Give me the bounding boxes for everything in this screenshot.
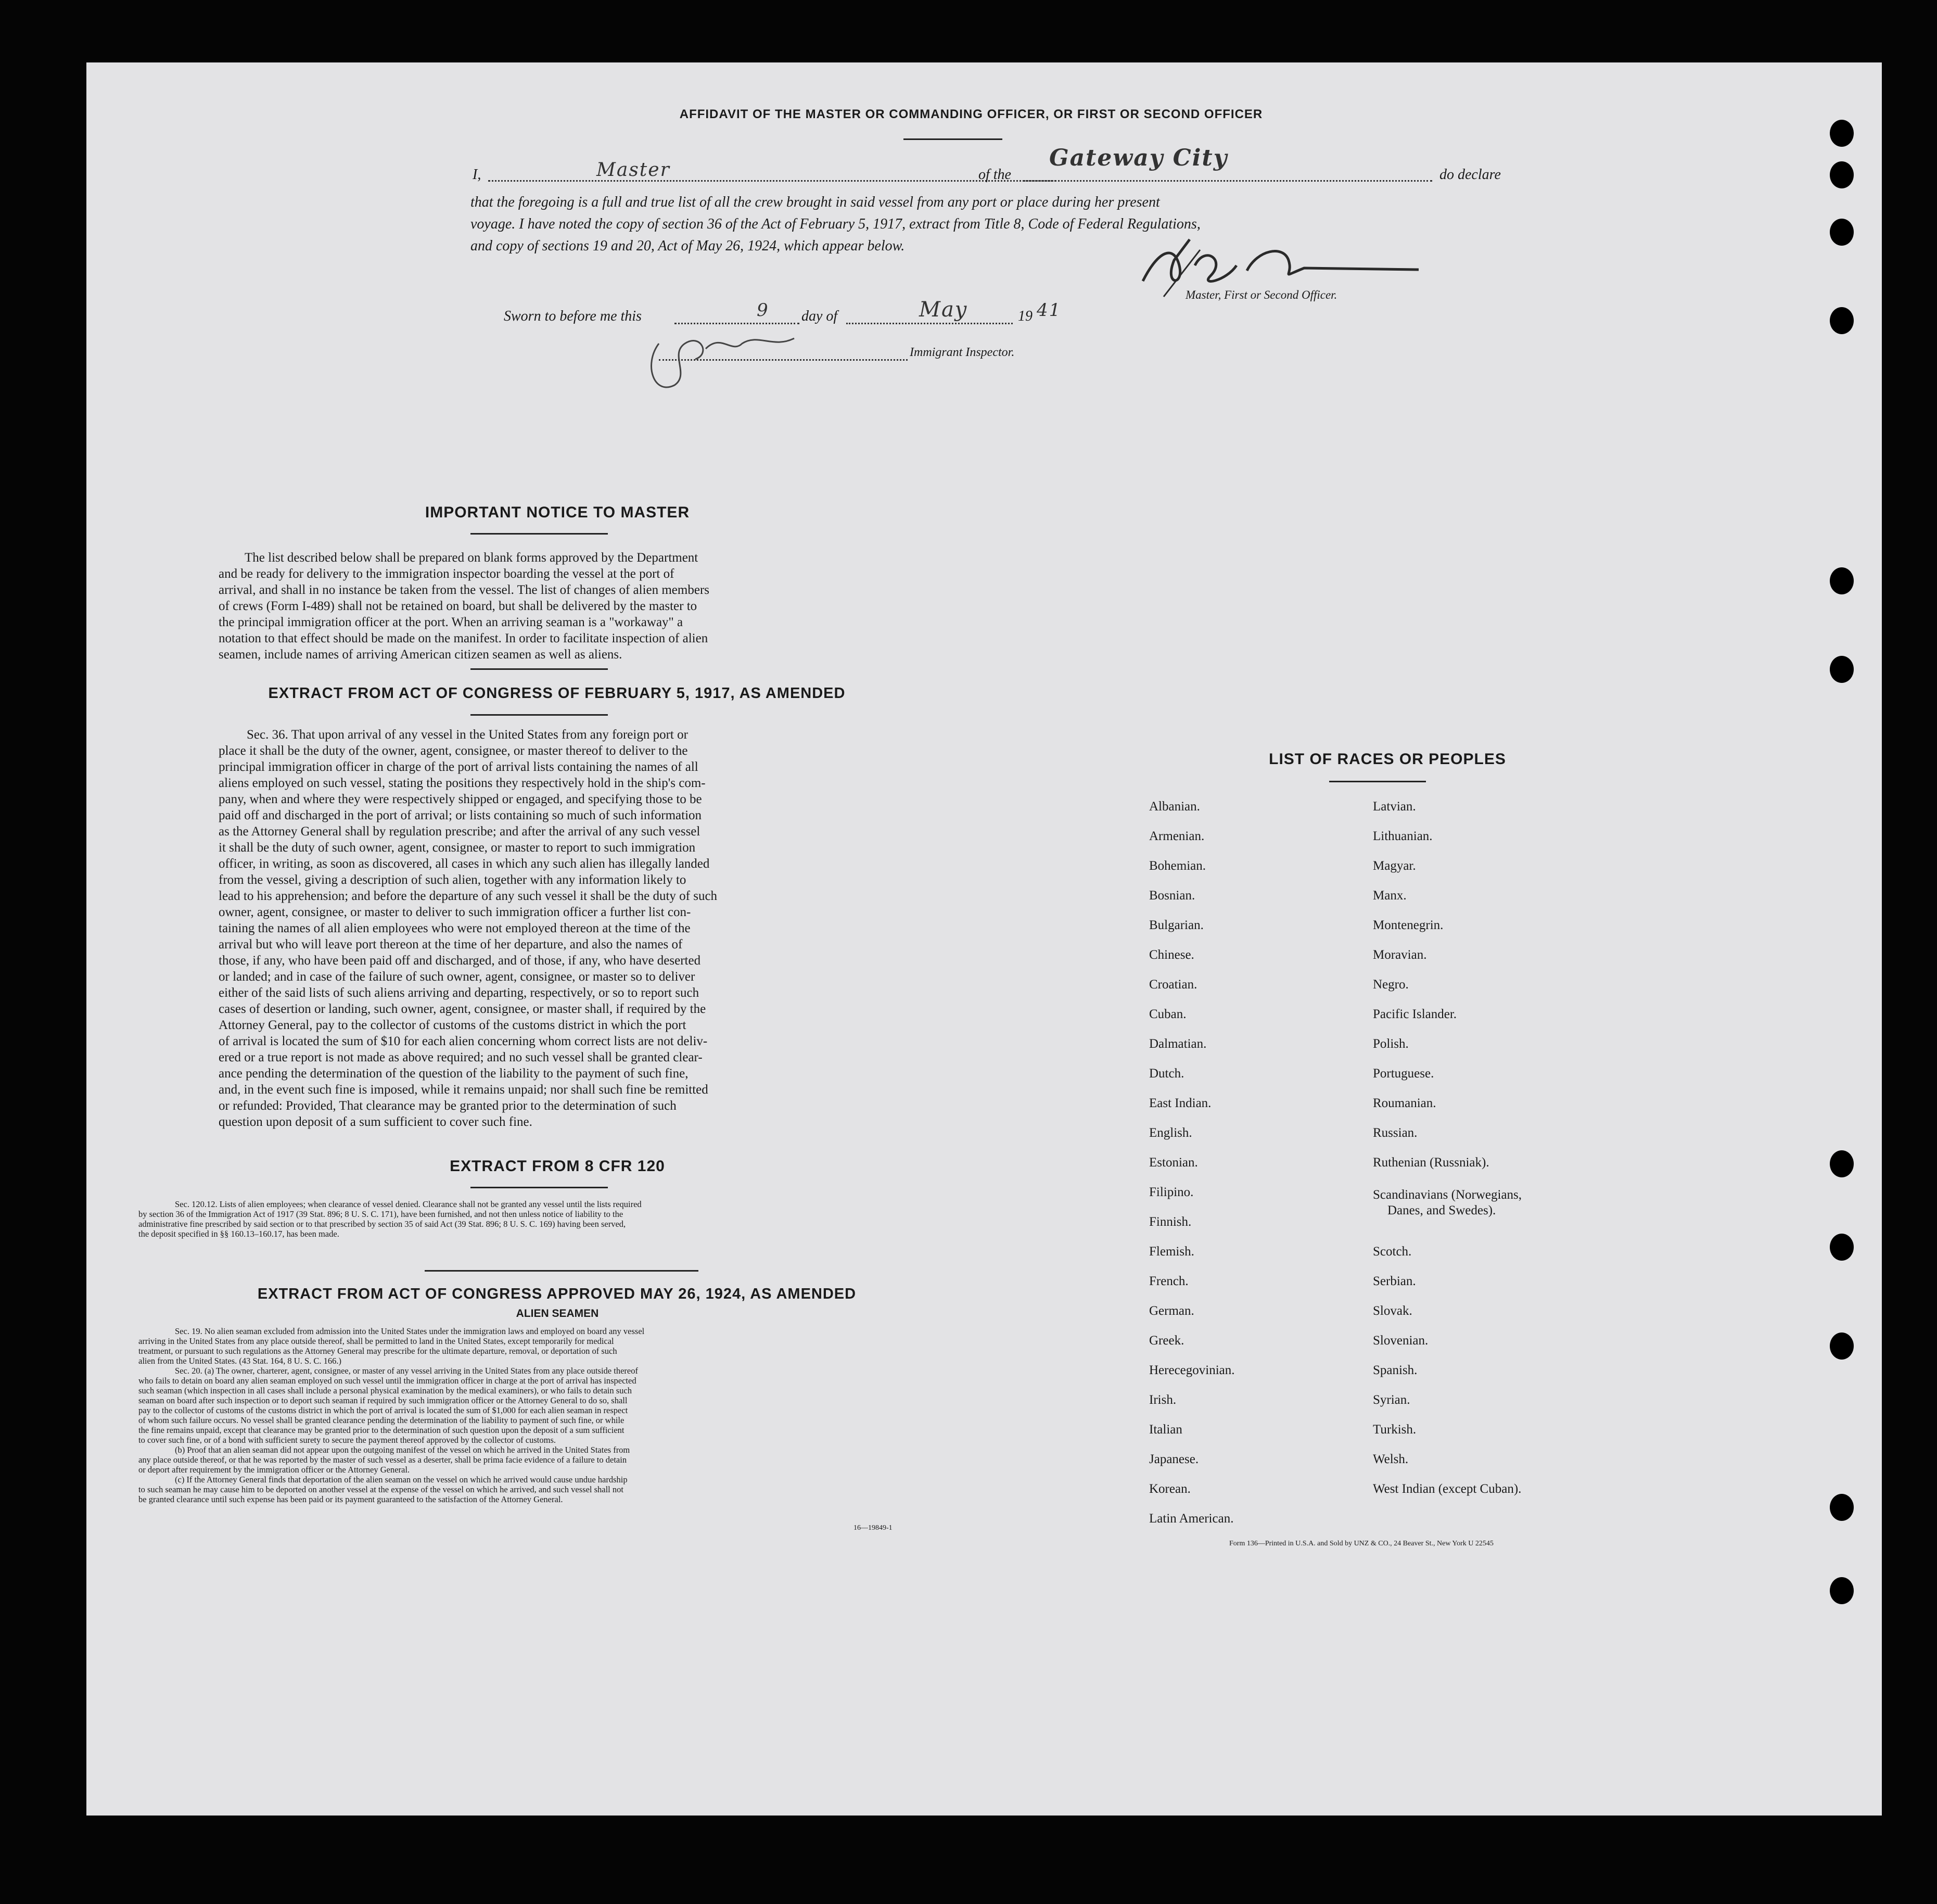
race-item: Finnish. [1149, 1215, 1192, 1229]
cfr-line: the deposit specified in §§ 160.13–160.17, has been made. [138, 1229, 339, 1239]
race-item: Filipino. [1149, 1185, 1194, 1199]
printer-footer: Form 136—Printed in U.S.A. and Sold by UNZ & CO., 24 Beaver St., New York U 22545 [1229, 1540, 1494, 1547]
race-item: Italian [1149, 1423, 1182, 1437]
extract-1917-line: arrival but who will leave port thereon at the time of her departure, and also the names of [219, 937, 683, 951]
binder-hole [1830, 1332, 1854, 1360]
race-item: Irish. [1149, 1393, 1177, 1407]
binder-hole [1830, 307, 1854, 334]
race-item: Polish. [1373, 1037, 1409, 1051]
binder-hole [1830, 1150, 1854, 1177]
race-item: Slovenian. [1373, 1334, 1429, 1348]
binder-hole [1830, 656, 1854, 683]
race-item: Russian. [1373, 1126, 1418, 1140]
extract-1917-line: lead to his apprehension; and before the departure of any such vessel it shall be the duty of such [219, 889, 718, 903]
race-item: Ruthenian (Russniak). [1373, 1156, 1489, 1170]
extract-1924-line: or deport after requirement by the immigration officer or the Attorney General. [138, 1465, 410, 1475]
extract-1917-line: Sec. 36. That upon arrival of any vessel in the United States from any foreign port or [247, 728, 688, 742]
extract-1924-line: Sec. 19. No alien seaman excluded from admission into the United States under the immigration laws and employed on board any vessel [175, 1326, 645, 1336]
race-item: Greek. [1149, 1334, 1184, 1348]
binder-hole [1830, 1494, 1854, 1521]
extract-1917-line: either of the said lists of such aliens arriving and departing, respectively, or so to report such [219, 986, 699, 1000]
race-item: Armenian. [1149, 829, 1205, 843]
extract-1924-line: who fails to detain on board any alien seaman employed on such vessel until the immigration officer in charge at the port of arrival has inspected [138, 1376, 636, 1386]
extract-1924-line: any place outside thereof, or that he was reported by the master of such vessel as a deserter, shall be prima facie evidence of a failure to detain [138, 1455, 627, 1465]
notice-line: and be ready for delivery to the immigration inspector boarding the vessel at the port of [219, 567, 674, 581]
cfr-end-divider [425, 1270, 698, 1272]
notice-body [219, 550, 896, 663]
notice-line: arrival, and shall in no instance be taken from the vessel. The list of changes of alien members [219, 583, 709, 597]
extract-1924-line: of whom such failure occurs. No vessel shall be granted clearance pending the determination of the liability to payment of such fine, or while [138, 1415, 625, 1425]
binder-hole [1830, 1577, 1854, 1604]
extract-1917-line: or refunded: Provided, That clearance may be granted prior to the determination of such [219, 1099, 677, 1113]
extract-1917-line: ered or a true report is not made as above required; and no such vessel shall be granted clear- [219, 1050, 703, 1064]
sworn-day-handwritten: 9 [757, 300, 769, 321]
extract-1924-line: be granted clearance until such expense has been paid or its payment guaranteed to the satisfaction of the Attorney General. [138, 1494, 563, 1504]
day-of-label: day of [801, 308, 838, 324]
race-item: Turkish. [1373, 1423, 1417, 1437]
race-item: Pacific Islander. [1373, 1007, 1457, 1021]
race-item: Herecegovinian. [1149, 1363, 1235, 1377]
extract-1924-line: Sec. 20. (a) The owner, charterer, agent, consignee, or master of any vessel arriving in the United States from any place outside thereof [175, 1366, 638, 1376]
race-item: Chinese. [1149, 948, 1194, 962]
title-divider [903, 138, 1002, 140]
notice-line: of crews (Form I-489) shall not be retained on board, but shall be delivered by the master to [219, 599, 697, 613]
race-item: Flemish. [1149, 1245, 1194, 1259]
extract-1924-line: alien from the United States. (43 Stat. 164, 8 U. S. C. 166.) [138, 1356, 341, 1366]
race-item: Lithuanian. [1373, 829, 1433, 843]
race-item: English. [1149, 1126, 1192, 1140]
extract-1924-heading: EXTRACT FROM ACT OF CONGRESS APPROVED MAY 26, 1924, AS AMENDED [257, 1286, 857, 1302]
notice-end-divider [470, 668, 608, 670]
extract-1917-line: from the vessel, giving a description of such alien, together with any information likely to [219, 873, 686, 887]
extract-1917-line: or landed; and in case of the failure of such owner, agent, consignee, or master so to deliver [219, 970, 695, 984]
extract-1917-heading: EXTRACT FROM ACT OF CONGRESS OF FEBRUARY 5, 1917, AS AMENDED [268, 685, 846, 702]
race-item: German. [1149, 1304, 1194, 1318]
extract-1917-line: question upon deposit of a sum sufficient to cover such fine. [219, 1115, 532, 1129]
extract-1924-body [138, 1326, 989, 1504]
extract-1917-line: of arrival is located the sum of $10 for each alien concerning whom correct lists are not deliv- [219, 1034, 708, 1048]
race-item: Scandinavians (Norwegians, [1373, 1188, 1522, 1202]
extract-1917-line: as the Attorney General shall by regulation prescribe; and after the arrival of any such vessel [219, 824, 700, 839]
i-label: I, [473, 167, 481, 183]
extract-1924-line: to such seaman he may cause him to be deported on another vessel at the expense of the vessel on which he arrived, and such vessel shall not [138, 1484, 623, 1494]
extract-1917-line: pany, when and where they were respectively shipped or engaged, and specifying those to be [219, 792, 702, 806]
race-item: Latin American. [1149, 1512, 1234, 1526]
extract-1924-line: pay to the collector of customs of the customs district in which the port of arrival is located the sum of $1,000 for each alien seaman in respect [138, 1405, 628, 1415]
race-item: Bulgarian. [1149, 918, 1204, 932]
race-item: Moravian. [1373, 948, 1427, 962]
extract-1924-line: the fine remains unpaid, except that clearance may be granted prior to the determination of such question upon the deposit of a sum sufficient [138, 1425, 625, 1435]
extract-1917-line: ance pending the determination of the question of the liability to the payment of such fine, [219, 1067, 689, 1081]
extract-1917-line: owner, agent, consignee, or master to deliver to such immigration officer a further list con- [219, 905, 691, 919]
master-handwritten: Master [596, 159, 670, 181]
race-item: Welsh. [1373, 1452, 1409, 1466]
race-item: Scotch. [1373, 1245, 1412, 1259]
extract-1924-line: (b) Proof that an alien seaman did not appear upon the outgoing manifest of the vessel on which he arrived in the United States from [175, 1445, 630, 1455]
extract-1917-line: and, in the event such fine is imposed, while it remains unpaid; nor shall such fine be remitted [219, 1083, 708, 1097]
do-declare-label: do declare [1439, 167, 1501, 183]
declaration-line-1: that the foregoing is a full and true list of all the crew brought in said vessel from any port or place during her present [470, 194, 1160, 210]
binder-hole [1830, 219, 1854, 246]
extract-1917-divider [470, 714, 608, 716]
inspector-line [659, 344, 908, 361]
extract-1924-line: arriving in the United States from any place outside thereof, shall be permitted to land in the United States, except temporarily for medical [138, 1336, 614, 1346]
declaration-line-3: and copy of sections 19 and 20, Act of May 26, 1924, which appear below. [470, 238, 905, 254]
race-item: East Indian. [1149, 1096, 1212, 1110]
inspector-caption: Immigrant Inspector. [910, 346, 1015, 359]
notice-line: The list described below shall be prepared on blank forms approved by the Department [245, 551, 698, 565]
extract-1917-line: aliens employed on such vessel, stating the positions they respectively hold in the ship's com- [219, 776, 706, 790]
race-item: Estonian. [1149, 1156, 1198, 1170]
extract-1917-line: principal immigration officer in charge of the port of arrival lists containing the names of all [219, 760, 698, 774]
notice-heading: IMPORTANT NOTICE TO MASTER [425, 504, 690, 521]
extract-1917-line: Attorney General, pay to the collector of customs of the customs district in which the port [219, 1018, 686, 1032]
cfr-divider [470, 1187, 608, 1188]
extract-1917-body [219, 727, 896, 1130]
declaration-line-2: voyage. I have noted the copy of section 36 of the Act of February 5, 1917, extract from Title 8, Code of Federal Regulations, [470, 216, 1201, 232]
race-item: Montenegrin. [1373, 918, 1444, 932]
races-divider [1329, 781, 1426, 782]
alien-seamen-subheading: ALIEN SEAMEN [516, 1308, 599, 1319]
race-item: Albanian. [1149, 799, 1200, 814]
declaration-text [470, 192, 1201, 257]
race-item: Cuban. [1149, 1007, 1187, 1021]
extract-1917-line: paid off and discharged in the port of arrival; or lists containing so much of such information [219, 808, 702, 822]
race-item: Roumanian. [1373, 1096, 1436, 1110]
sworn-label: Sworn to before me this [504, 308, 642, 324]
extract-1924-line: (c) If the Attorney General finds that deportation of the alien seaman on the vessel on which he arrived would cause undue hardship [175, 1475, 628, 1484]
race-item: French. [1149, 1274, 1189, 1288]
race-item: Japanese. [1149, 1452, 1199, 1466]
inspector-signature [638, 323, 810, 401]
race-item: Slovak. [1373, 1304, 1412, 1318]
notice-line: seamen, include names of arriving American citizen seamen as well as aliens. [219, 648, 622, 662]
of-the-label: of the [978, 167, 1011, 183]
notice-line: the principal immigration officer at the port. When an arriving seaman is a "workaway" a [219, 615, 683, 629]
extract-1917-line: cases of desertion or landing, such owner, agent, consignee, or master shall, if required by the [219, 1002, 706, 1016]
signature-caption: Master, First or Second Officer. [1186, 288, 1337, 301]
vessel-handwritten: Gateway City [1049, 145, 1228, 171]
race-item: Dutch. [1149, 1067, 1184, 1081]
extract-1917-line: those, if any, who have been paid off and discharged, and of those, if any, who have deserted [219, 954, 701, 968]
sworn-month-handwritten: May [919, 298, 968, 322]
race-item: West Indian (except Cuban). [1373, 1482, 1522, 1496]
race-item: Dalmatian. [1149, 1037, 1207, 1051]
extract-1917-line: taining the names of all alien employees who were not employed thereon at the time of the [219, 921, 691, 935]
form-code: 16—19849-1 [853, 1524, 893, 1532]
sworn-day-line [674, 307, 799, 324]
races-heading: LIST OF RACES OR PEOPLES [1269, 751, 1506, 768]
race-item: Syrian. [1373, 1393, 1410, 1407]
race-item: Spanish. [1373, 1363, 1418, 1377]
race-item: Croatian. [1149, 978, 1197, 992]
extract-1924-line: such seaman (which inspection in all cases shall include a personal physical examination by the medical examiners), or who fails to detain such [138, 1386, 632, 1395]
race-item: Korean. [1149, 1482, 1191, 1496]
race-item: Manx. [1373, 888, 1407, 903]
cfr-body [138, 1199, 989, 1239]
extract-1924-line: seaman on board after such inspection or to deport such seaman if required by such immigration officer or the Attorney General to do so, shall [138, 1395, 628, 1405]
cfr-line: by section 36 of the Immigration Act of 1917 (39 Stat. 896; 8 U. S. C. 171), have been furnished, and not then unless notice of liability to the [138, 1209, 623, 1219]
notice-line: notation to that effect should be made on the manifest. In order to facilitate inspection of alien [219, 631, 708, 645]
race-item: Serbian. [1373, 1274, 1416, 1288]
cfr-heading: EXTRACT FROM 8 CFR 120 [450, 1158, 665, 1175]
extract-1924-line: treatment, or pursuant to such regulations as the Attorney General may prescribe for the ultimate departure, removal, or deportation of such [138, 1346, 617, 1356]
year-prefix: 19 [1018, 308, 1033, 324]
race-item: Danes, and Swedes). [1387, 1203, 1496, 1217]
master-line [488, 164, 1056, 182]
race-item: Bosnian. [1149, 888, 1195, 903]
year-handwritten: 41 [1037, 300, 1062, 321]
binder-hole [1830, 1234, 1854, 1261]
extract-1917-line: officer, in writing, as soon as discovered, all cases in which any such alien has illegally landed [219, 857, 710, 871]
race-item: Latvian. [1373, 799, 1416, 814]
extract-1917-line: it shall be the duty of such owner, agent, consignee, or master to report to such immigration [219, 841, 696, 855]
cfr-line: administrative fine prescribed by said section or to that prescribed by section 35 of said Act (39 Stat. 896; 8 U. S. C. 169) having been served, [138, 1219, 626, 1229]
race-item: Magyar. [1373, 859, 1416, 873]
extract-1924-line: to cover such fine, or of a bond with sufficient surety to secure the payment thereof approved by the collector of customs. [138, 1435, 556, 1445]
document-page [86, 62, 1882, 1816]
binder-hole [1830, 161, 1854, 188]
binder-hole [1830, 120, 1854, 147]
race-item: Negro. [1373, 978, 1409, 992]
race-item: Portuguese. [1373, 1067, 1434, 1081]
extract-1917-line: place it shall be the duty of the owner, agent, consignee, or master thereof to deliver to the [219, 744, 688, 758]
race-item: Bohemian. [1149, 859, 1206, 873]
affidavit-title: AFFIDAVIT OF THE MASTER OR COMMANDING OFFICER, OR FIRST OR SECOND OFFICER [679, 107, 1263, 121]
cfr-line: Sec. 120.12. Lists of alien employees; when clearance of vessel denied. Clearance shall not be granted any vessel until the lists required [175, 1199, 642, 1209]
binder-hole [1830, 567, 1854, 594]
notice-divider [470, 533, 608, 535]
